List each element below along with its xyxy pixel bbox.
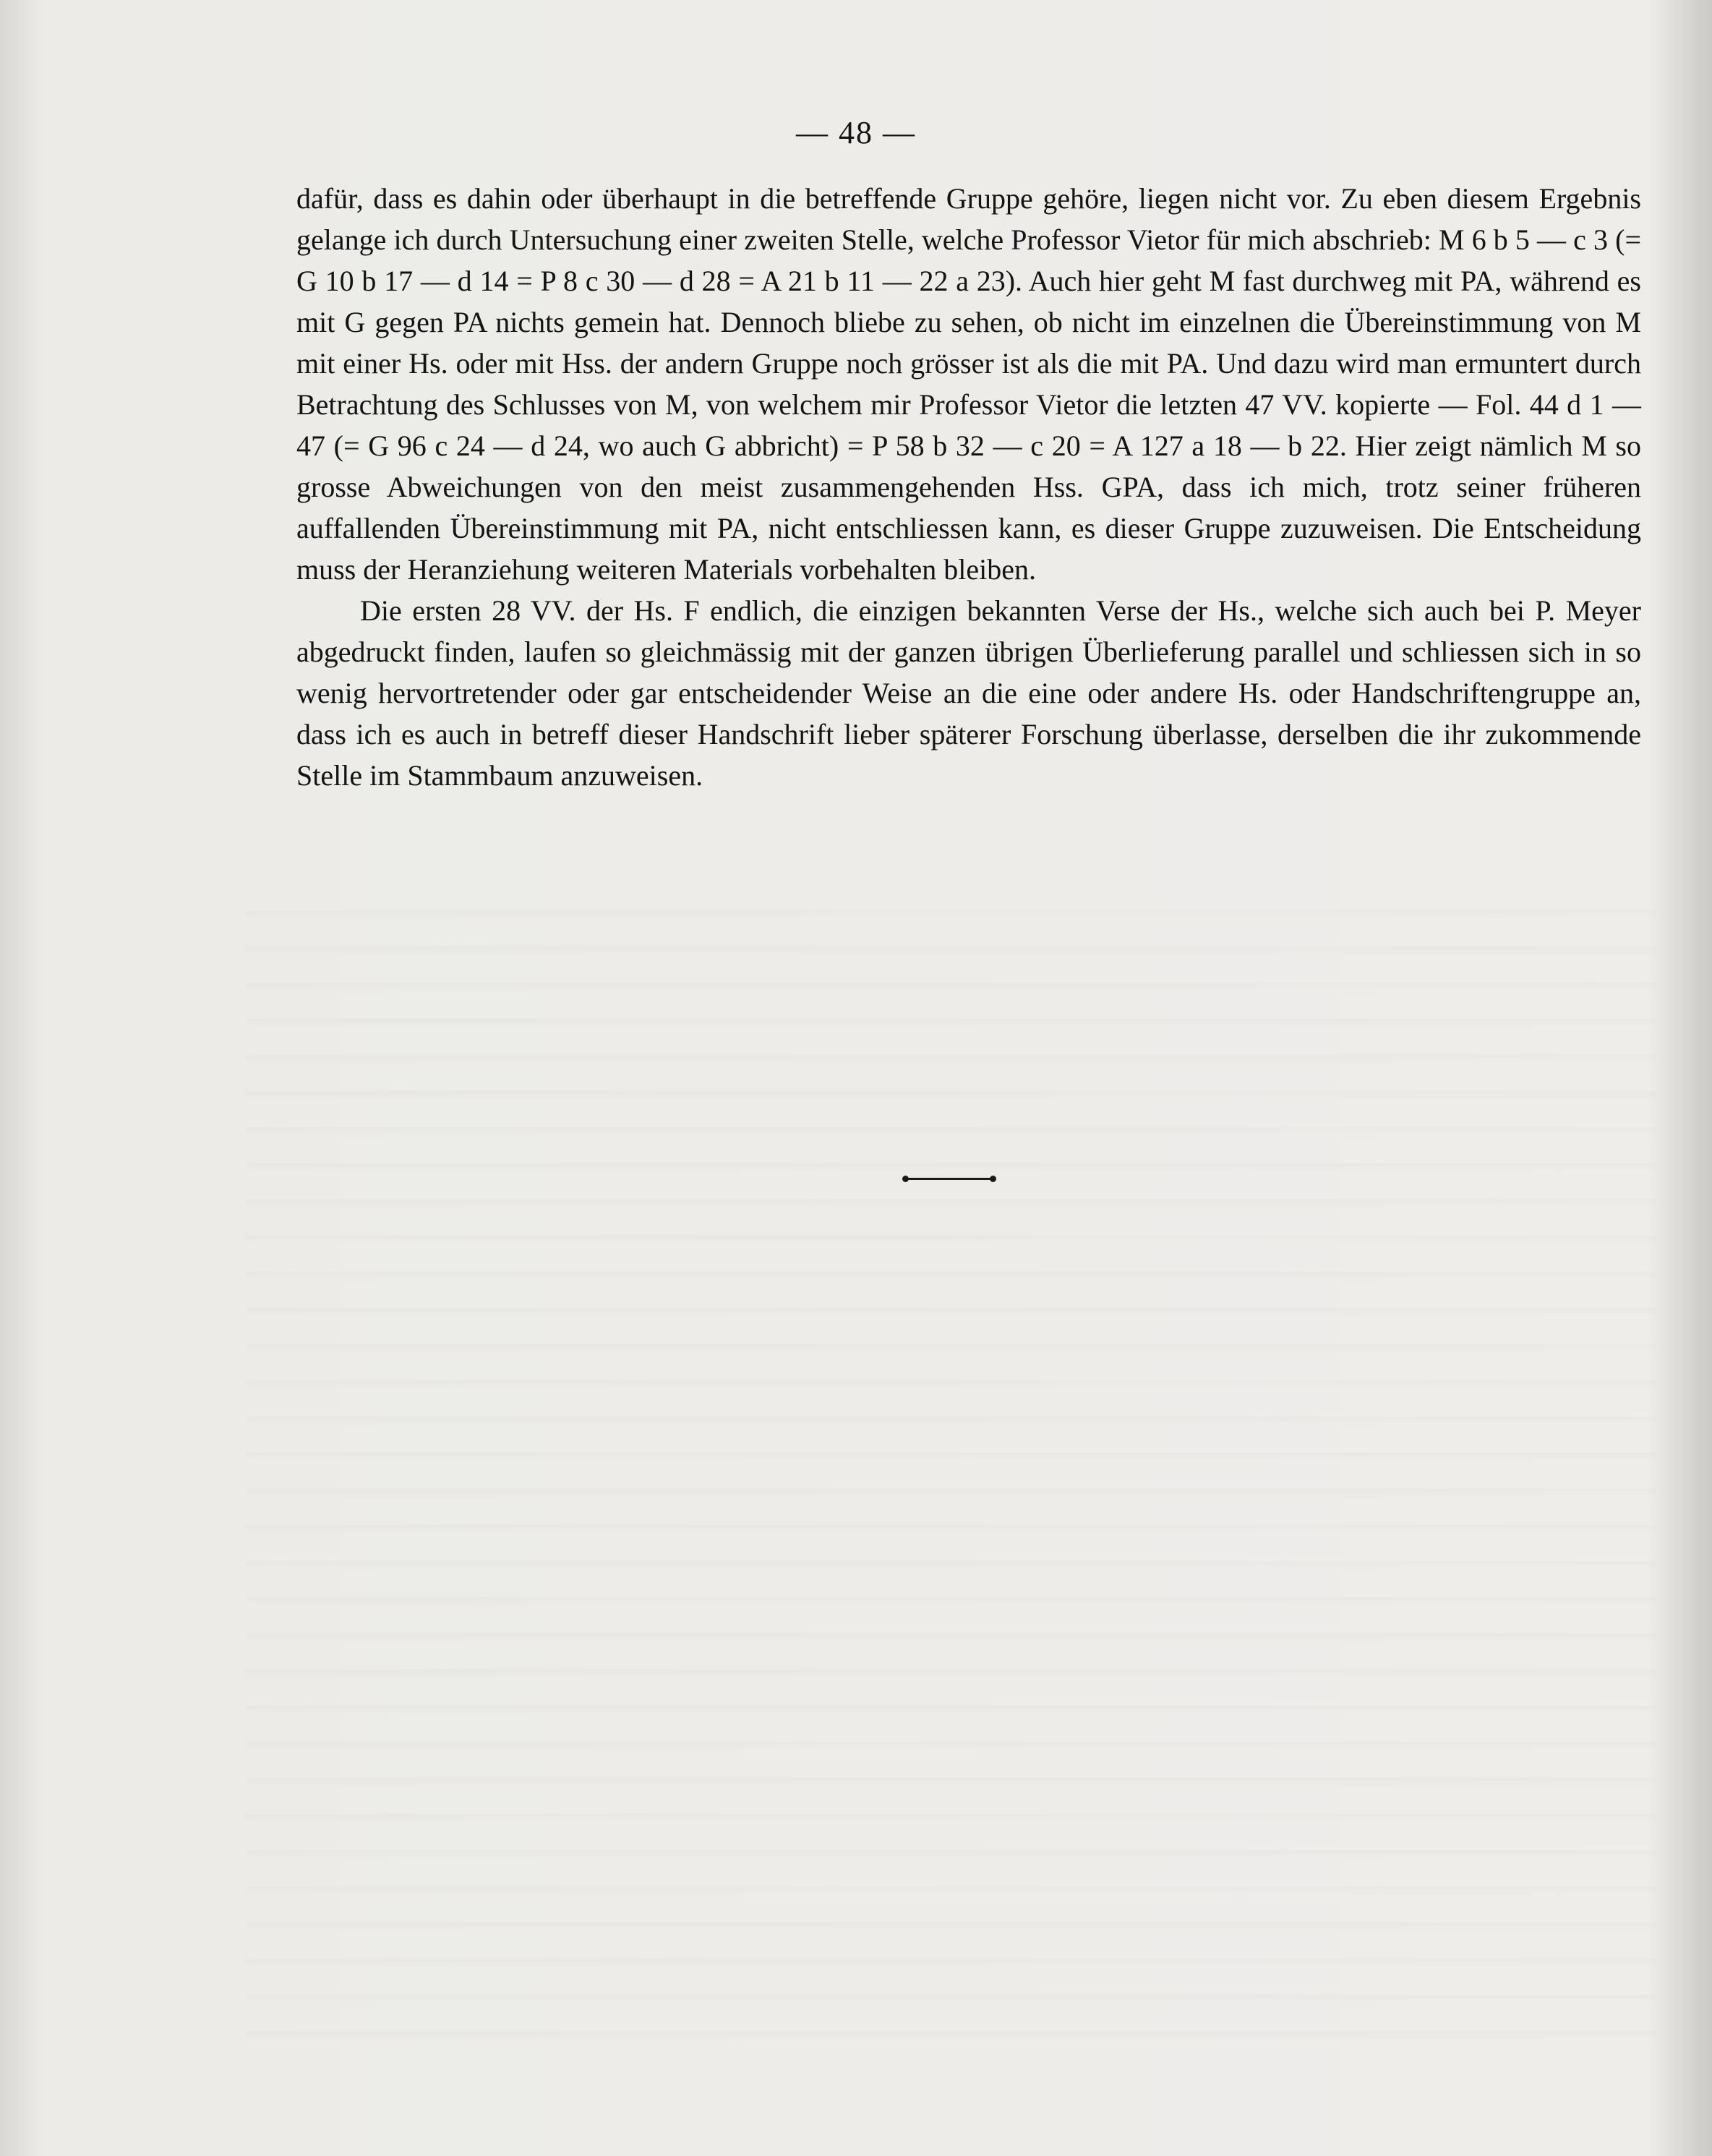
- divider-dot-right: [990, 1176, 996, 1182]
- body-text: [296, 178, 1641, 796]
- paragraph: dafür, dass es dahin oder überhaupt in die betreffende Gruppe gehöre, liegen nicht vor. Zu eben diesem Ergebnis gelange ich durch Untersuchung einer zweiten Stelle, welche Professor Vietor für mich abschrieb: M 6 b 5 — c 3 (= G 10 b 17 — d 14 = P 8 c 30 — d 28 = A 21 b 11 — 22 a 23). Auch hier geht M fast durchweg mit PA, während es mit G gegen PA nichts gemein hat. Dennoch bliebe zu sehen, ob nicht im einzelnen die Übereinstimmung von M mit einer Hs. oder mit Hss. der andern Gruppe noch grösser ist als die mit PA. Und dazu wird man ermuntert durch Betrachtung des Schlusses von M, von welchem mir Professor Vietor die letzten 47 VV. kopierte — Fol. 44 d 1 — 47 (= G 96 c 24 — d 24, wo auch G abbricht) = P 58 b 32 — c 20 = A 127 a 18 — b 22. Hier zeigt nämlich M so grosse Abweichungen von den meist zusammengehenden Hss. GPA, dass ich mich, trotz seiner früheren auffallenden Übereinstimmung mit PA, nicht entschliessen kann, es dieser Gruppe zuzuweisen. Die Entscheidung muss der Heranziehung weiteren Materials vorbehalten bleiben.: [296, 182, 1641, 586]
- paragraph: Die ersten 28 VV. der Hs. F endlich, die einzigen bekannten Verse der Hs., welche sich auch bei P. Meyer abgedruckt finden, laufen so gleichmässig mit der ganzen übrigen Überlieferung parallel und schliessen sich in so wenig hervortretender oder gar entscheidender Weise an die eine oder andere Hs. oder Handschriftengruppe an, dass ich es auch in betreff dieser Handschrift lieber späterer Forschung überlasse, derselben die ihr zukommende Stelle im Stammbaum anzuweisen.: [296, 594, 1641, 792]
- page-number: — 48 —: [796, 115, 916, 150]
- show-through-background: [246, 882, 1656, 2039]
- section-divider-ornament: [902, 1173, 996, 1184]
- divider-line: [908, 1178, 990, 1180]
